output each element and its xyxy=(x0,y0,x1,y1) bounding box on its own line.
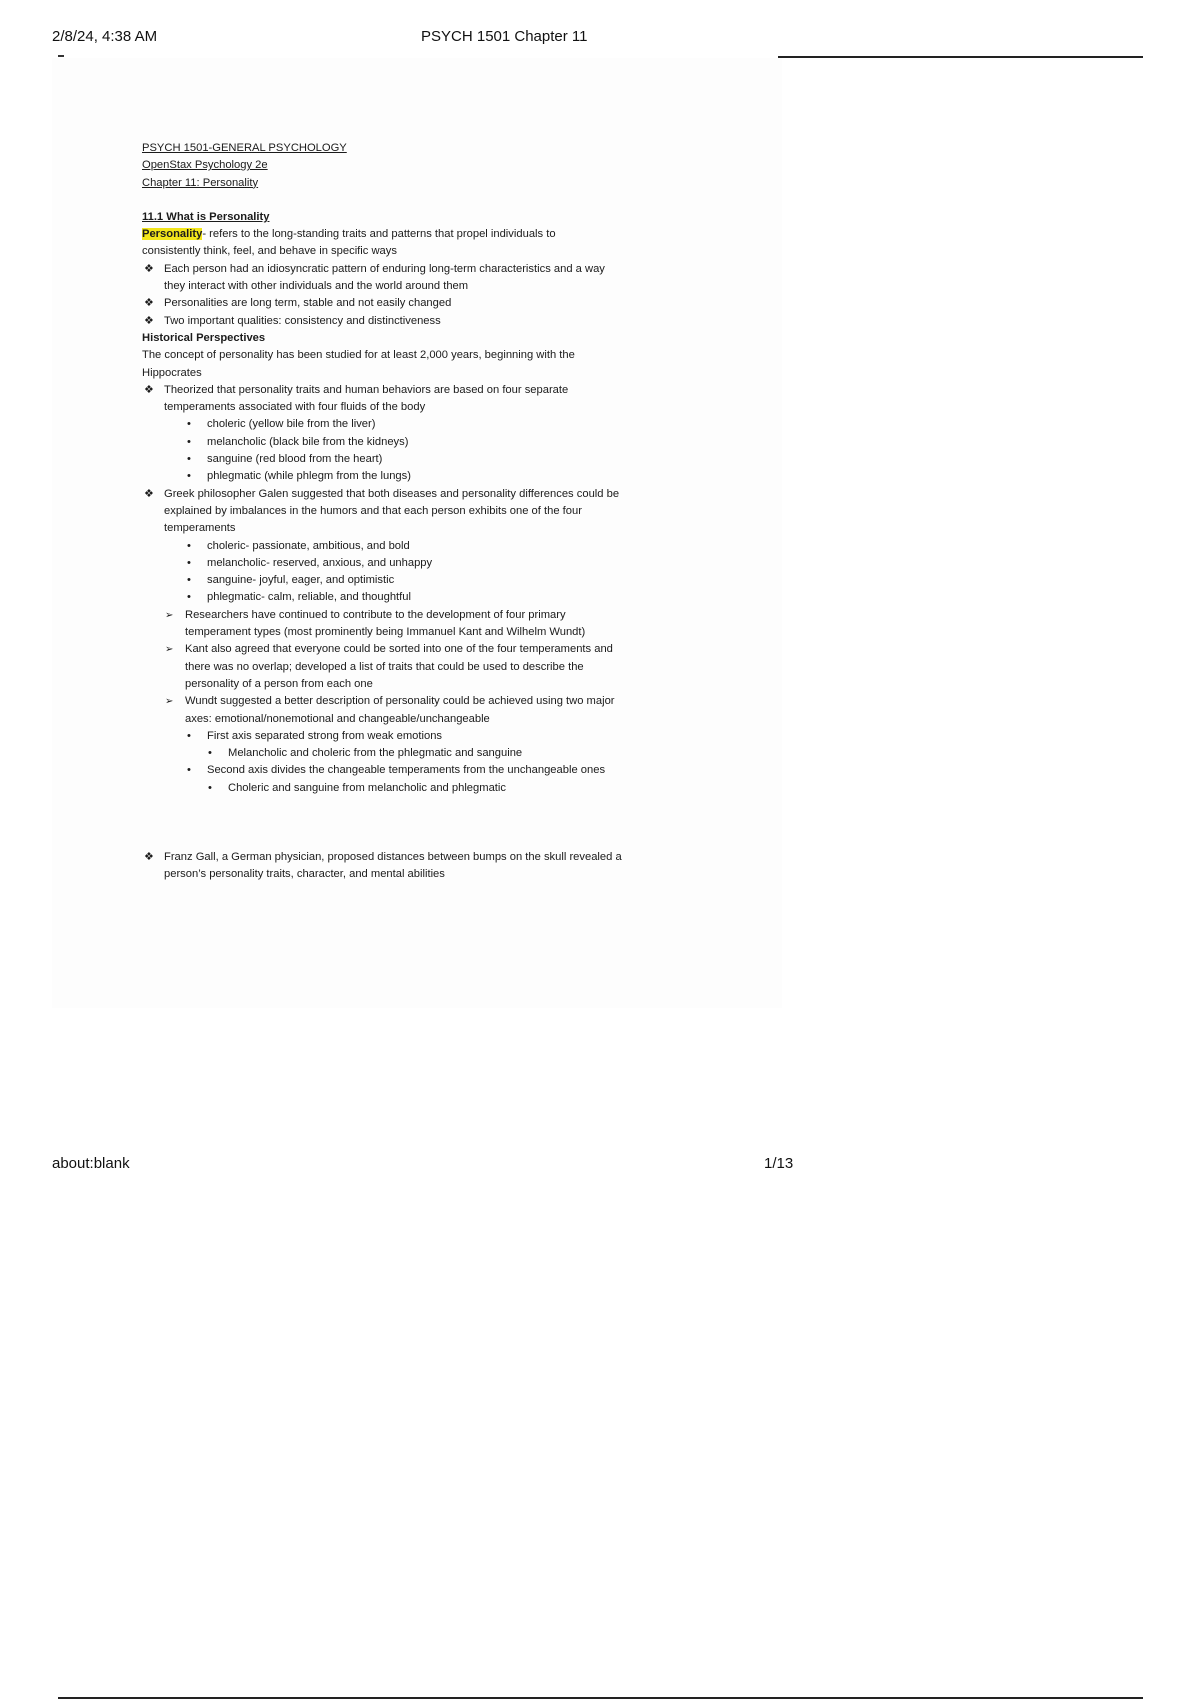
dot-bullet-icon: • xyxy=(187,435,191,448)
document-content xyxy=(142,140,702,884)
diamond-bullet-icon: ❖ xyxy=(144,850,154,863)
list-item: ❖ Theorized that personality traits and human behaviors are based on four separate xyxy=(142,382,702,399)
list-item-cont: temperament types (most prominently being Immanuel Kant and Wilhelm Wundt) xyxy=(185,626,586,639)
list-item-cont: temperaments xyxy=(164,522,236,535)
list-item-cont: explained by imbalances in the humors and that each person exhibits one of the four xyxy=(164,504,582,517)
dot-bullet-icon: • xyxy=(208,747,212,760)
header-tick xyxy=(58,55,64,57)
dot-bullet-icon: • xyxy=(187,453,191,466)
dot-bullet-icon: • xyxy=(187,574,191,587)
definition-text: - refers to the long-standing traits and patterns that propel individuals to xyxy=(202,228,556,241)
list-item-cont: axes: emotional/nonemotional and changeable/unchangeable xyxy=(185,712,490,725)
list-item: ❖ Greek philosopher Galen suggested that both diseases and personality differences could be xyxy=(142,486,702,503)
list-item: • melancholic (black bile from the kidneys) xyxy=(142,434,702,451)
dot-bullet-icon: • xyxy=(187,729,191,742)
list-item: • phlegmatic (while phlegm from the lungs) xyxy=(142,468,702,485)
diamond-bullet-icon: ❖ xyxy=(144,487,154,500)
list-item: ❖ Personalities are long term, stable and not easily changed xyxy=(142,295,702,312)
chapter-title: Chapter 11: Personality xyxy=(142,176,259,189)
textbook-title: OpenStax Psychology 2e xyxy=(142,159,268,172)
list-item: ❖ Each person had an idiosyncratic pattern of enduring long-term characteristics and a way xyxy=(142,261,702,278)
paragraph-cont: Hippocrates xyxy=(142,366,202,379)
list-item-cont: personality of a person from each one xyxy=(185,677,373,690)
list-item: • Choleric and sanguine from melancholic and phlegmatic xyxy=(142,780,702,797)
arrow-bullet-icon: ➢ xyxy=(165,609,174,621)
dot-bullet-icon: • xyxy=(187,418,191,431)
section-heading: 11.1 What is Personality xyxy=(142,210,270,223)
diamond-bullet-icon: ❖ xyxy=(144,297,154,310)
list-item: ➢ Kant also agreed that everyone could be sorted into one of the four temperaments and xyxy=(142,641,702,658)
list-item-cont: temperaments associated with four fluids of the body xyxy=(164,401,426,414)
dot-bullet-icon: • xyxy=(187,470,191,483)
dot-bullet-icon: • xyxy=(187,764,191,777)
dot-bullet-icon: • xyxy=(187,591,191,604)
page-number: 1/13 xyxy=(764,1155,794,1172)
list-item: ➢ Wundt suggested a better description of personality could be achieved using two major xyxy=(142,693,702,710)
dot-bullet-icon: • xyxy=(187,539,191,552)
dot-bullet-icon: • xyxy=(208,781,212,794)
list-item-cont: they interact with other individuals and the world around them xyxy=(164,280,469,293)
list-item: • melancholic- reserved, anxious, and unhappy xyxy=(142,555,702,572)
paragraph: The concept of personality has been studied for at least 2,000 years, beginning with the xyxy=(142,349,575,362)
header-rule xyxy=(778,56,1143,58)
print-title: PSYCH 1501 Chapter 11 xyxy=(421,28,588,45)
definition xyxy=(142,226,702,243)
list-item: • choleric (yellow bile from the liver) xyxy=(142,416,702,433)
arrow-bullet-icon: ➢ xyxy=(165,644,174,656)
diamond-bullet-icon: ❖ xyxy=(144,383,154,396)
list-item: • First axis separated strong from weak emotions xyxy=(142,728,702,745)
print-datetime: 2/8/24, 4:38 AM xyxy=(52,28,158,45)
list-item: ❖ Two important qualities: consistency and distinctiveness xyxy=(142,313,702,330)
bottom-rule xyxy=(58,1697,1143,1699)
list-item: • sanguine- joyful, eager, and optimistic xyxy=(142,572,702,589)
list-item: • Melancholic and choleric from the phlegmatic and sanguine xyxy=(142,745,702,762)
list-item: • phlegmatic- calm, reliable, and thoughtful xyxy=(142,589,702,606)
course-title: PSYCH 1501-GENERAL PSYCHOLOGY xyxy=(142,142,347,154)
diamond-bullet-icon: ❖ xyxy=(144,314,154,327)
list-item: • Second axis divides the changeable temperaments from the unchangeable ones xyxy=(142,762,702,779)
list-item: ➢ Researchers have continued to contribute to the development of four primary xyxy=(142,607,702,624)
dot-bullet-icon: • xyxy=(187,556,191,569)
subheading: Historical Perspectives xyxy=(142,331,266,344)
list-item: • choleric- passionate, ambitious, and bold xyxy=(142,538,702,555)
list-item: ❖ Franz Gall, a German physician, proposed distances between bumps on the skull revealed a xyxy=(142,849,702,866)
arrow-bullet-icon: ➢ xyxy=(165,696,174,708)
list-item-cont: person’s personality traits, character, and mental abilities xyxy=(164,868,445,881)
list-item: • sanguine (red blood from the heart) xyxy=(142,451,702,468)
list-item-cont: there was no overlap; developed a list of traits that could be used to describe the xyxy=(185,660,584,673)
highlighted-term: Personality xyxy=(142,228,203,241)
diamond-bullet-icon: ❖ xyxy=(144,262,154,275)
definition-cont: consistently think, feel, and behave in specific ways xyxy=(142,245,397,258)
print-url: about:blank xyxy=(52,1155,130,1172)
